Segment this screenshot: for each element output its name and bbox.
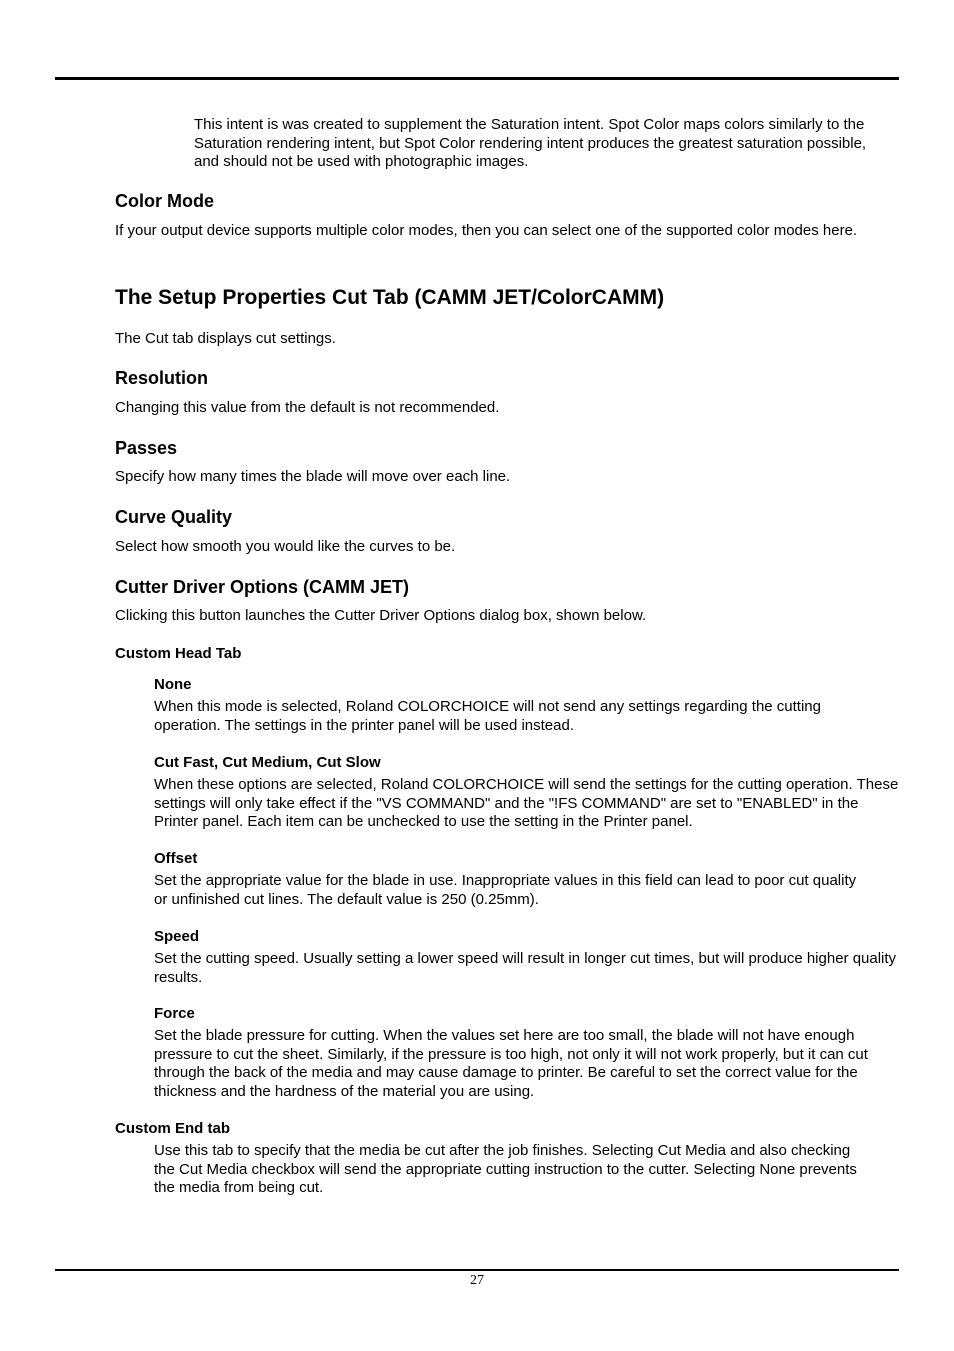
resolution-heading: Resolution <box>115 368 208 388</box>
passes-heading: Passes <box>115 438 178 458</box>
cutter-driver-heading: Cutter Driver Options (CAMM JET) <box>115 577 410 597</box>
offset-heading: Offset <box>154 850 198 867</box>
cutter-driver-text: Clicking this button launches the Cutter Driver Options dialog box, shown below. <box>115 607 647 624</box>
none-heading: None <box>154 676 192 693</box>
curve-quality-text: Select how smooth you would like the curves to be. <box>115 538 456 555</box>
header-rule <box>55 77 899 80</box>
offset-text: Set the appropriate value for the blade in use. Inappropriate values in this field can lead to poor cut quality or unfinished cut lines. The default value is 250 (0.25mm). <box>154 872 857 908</box>
intro-paragraph: This intent is was created to supplement the Saturation intent. Spot Color maps colors similarly to the Saturation rendering intent, but Spot Color rendering intent produces the greatest saturation possible, and should not be used with photographic images. <box>194 116 867 170</box>
color-mode-heading: Color Mode <box>115 191 214 211</box>
curve-quality-heading: Curve Quality <box>115 507 233 527</box>
custom-end-text: Use this tab to specify that the media be cut after the job finishes. Selecting Cut Media and also checking the Cut Media checkbox will send the appropriate cutting instruction to the cutter. Selecting None prevents the media from being cut. <box>154 1142 857 1196</box>
color-mode-text: If your output device supports multiple color modes, then you can select one of the supported color modes here. <box>115 222 858 239</box>
setup-cut-text: The Cut tab displays cut settings. <box>115 330 336 347</box>
footer-rule <box>55 1269 899 1271</box>
setup-cut-heading: The Setup Properties Cut Tab (CAMM JET/ColorCAMM) <box>115 286 665 309</box>
page-number: 27 <box>470 1273 484 1288</box>
cut-speed-text: When these options are selected, Roland COLORCHOICE will send the settings for the cutting operation. These settings will only take effect if the "VS COMMAND" and the "!FS COMMAND" are set to "ENABLED" in the Printer panel. Each item can be unchecked to use the setting in the Printer panel. <box>154 776 899 830</box>
force-text: Set the blade pressure for cutting. When the values set here are too small, the blade will not have enough pressure to cut the sheet. Similarly, if the pressure is too high, not only it will not work properly, but it can cut through the back of the media and may cause damage to printer. Be careful to set the correct value for the thickness and the hardness of the material you are using. <box>154 1027 868 1100</box>
force-heading: Force <box>154 1005 195 1022</box>
resolution-text: Changing this value from the default is not recommended. <box>115 399 500 416</box>
none-text: When this mode is selected, Roland COLORCHOICE will not send any settings regarding the cutting operation. The settings in the printer panel will be used instead. <box>154 698 821 734</box>
speed-heading: Speed <box>154 928 200 945</box>
cut-speed-heading: Cut Fast, Cut Medium, Cut Slow <box>154 754 381 771</box>
speed-text: Set the cutting speed. Usually setting a lower speed will result in longer cut times, but will produce higher quality results. <box>154 950 897 986</box>
custom-end-heading: Custom End tab <box>115 1120 230 1137</box>
passes-text: Specify how many times the blade will move over each line. <box>115 468 511 485</box>
custom-head-heading: Custom Head Tab <box>115 645 242 662</box>
